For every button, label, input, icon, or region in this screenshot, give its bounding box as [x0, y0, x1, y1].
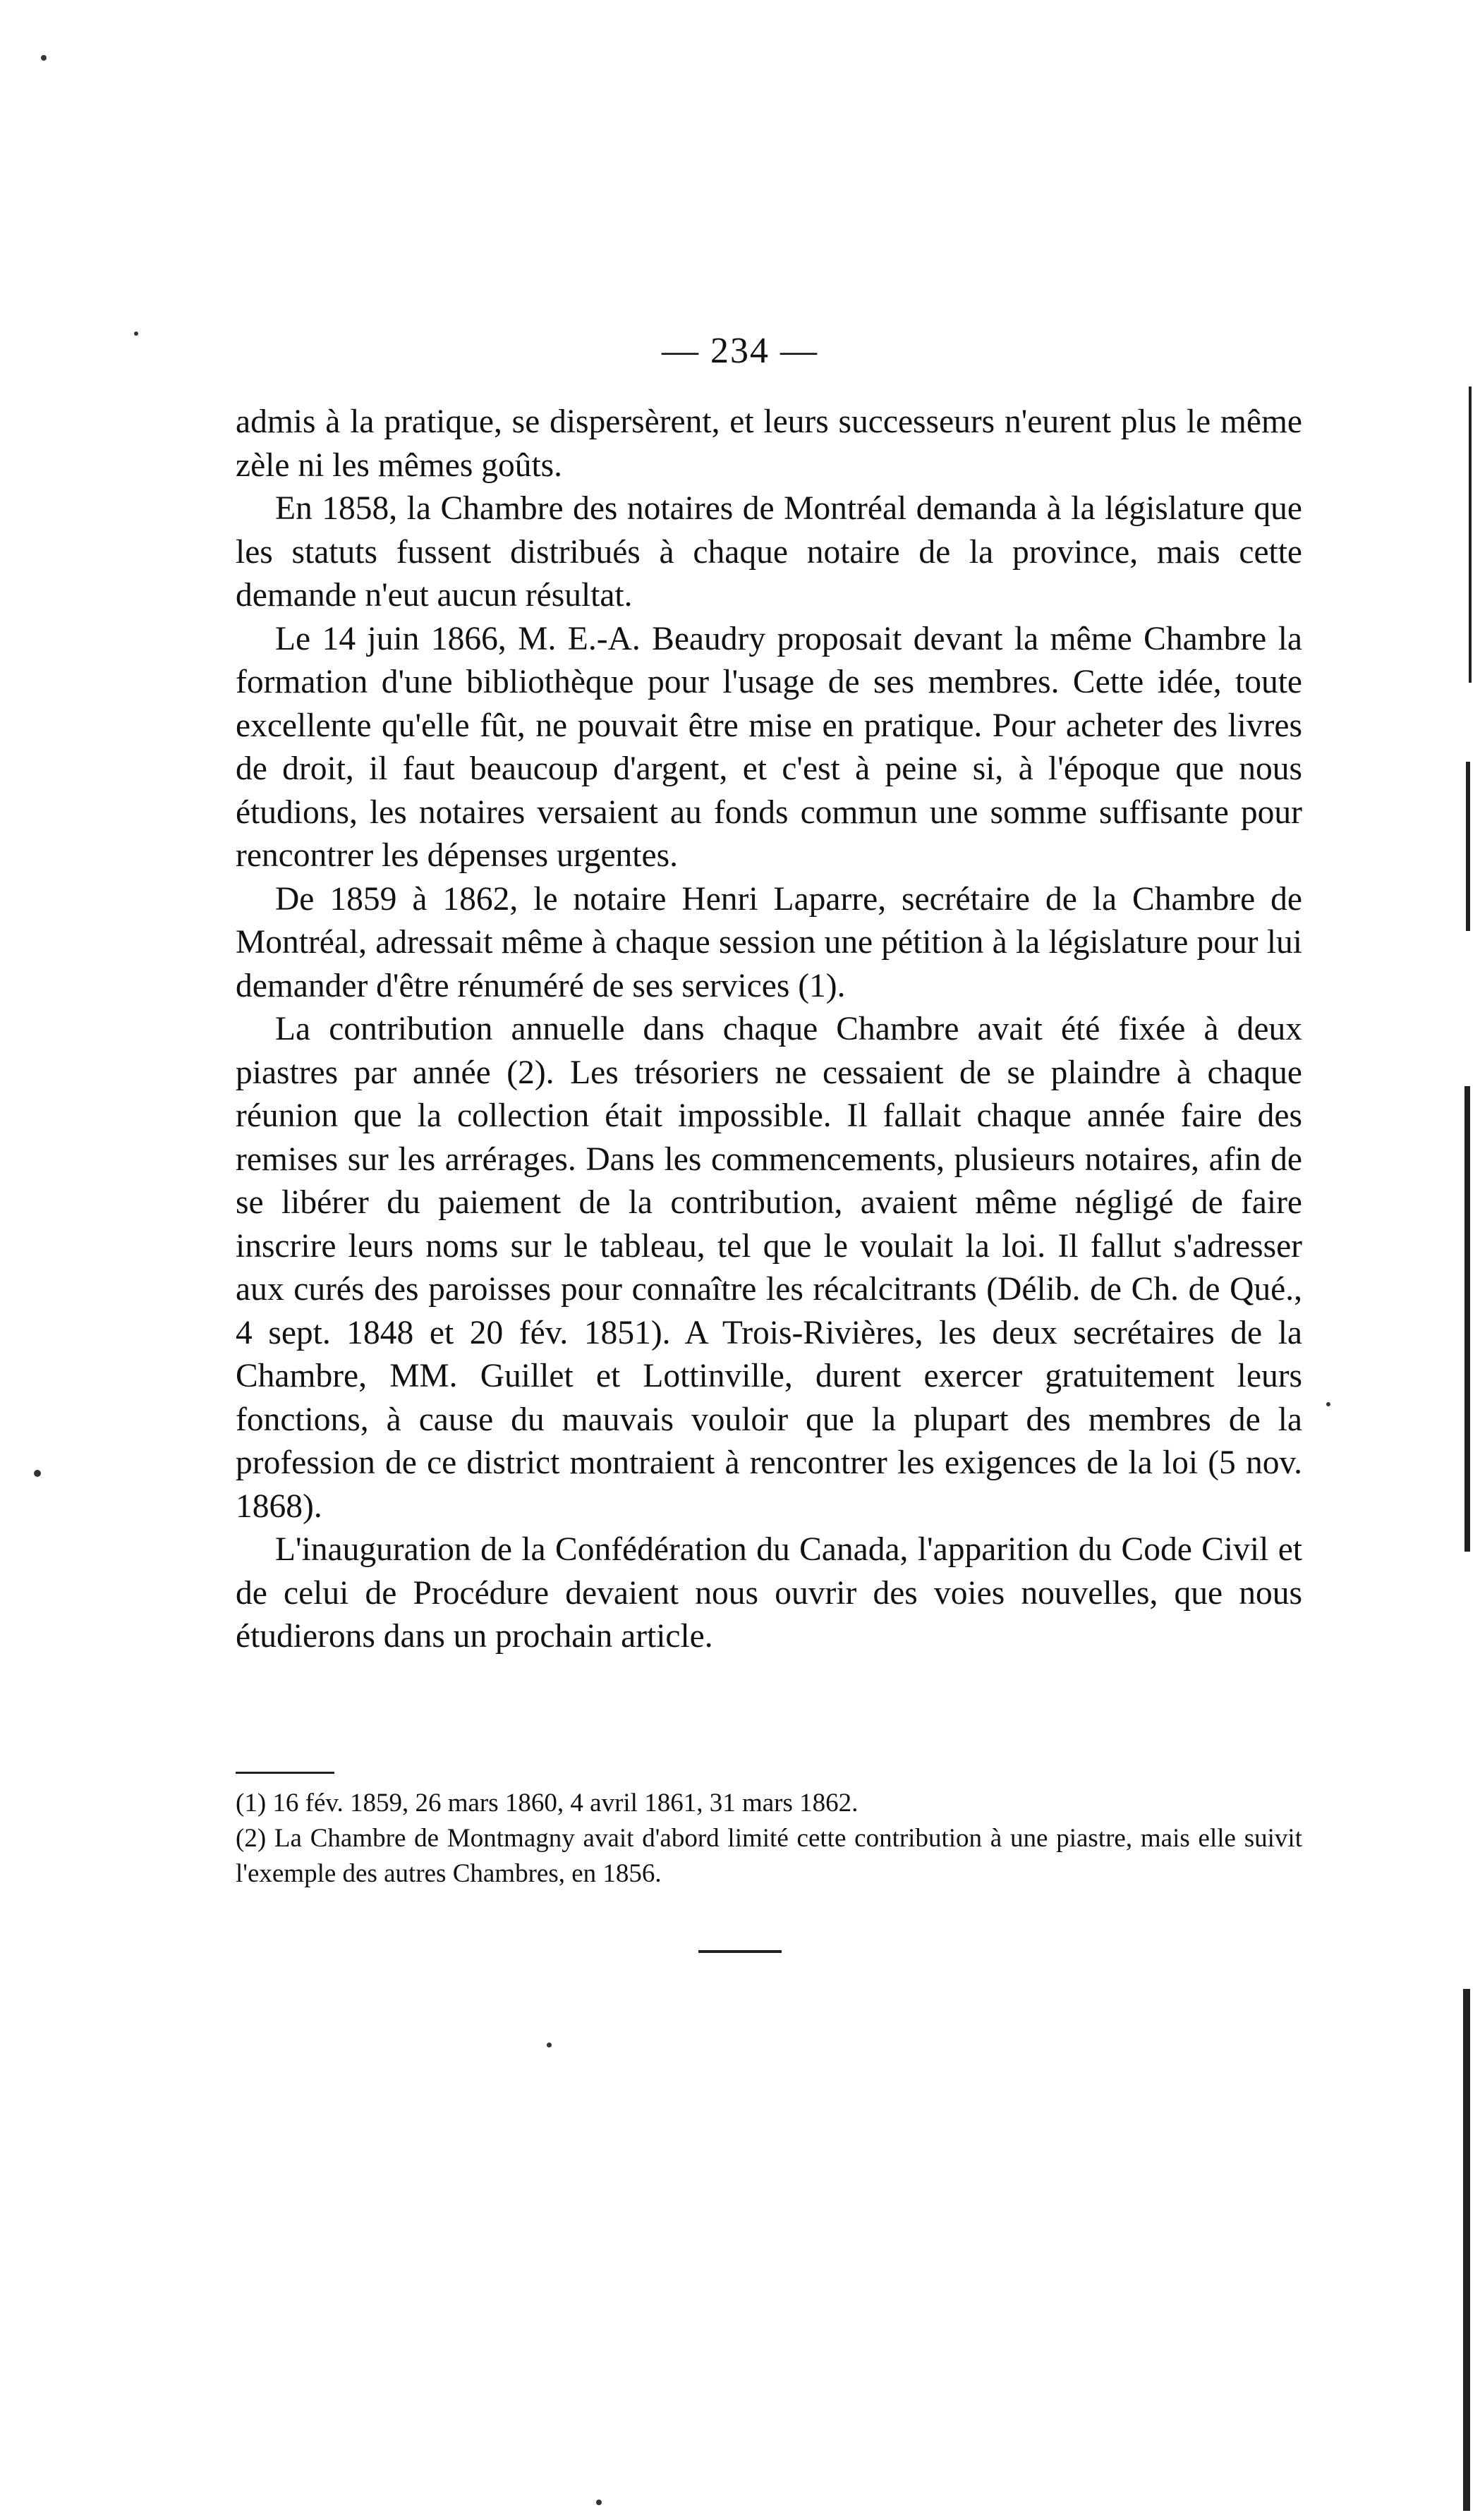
scan-speck: [41, 55, 47, 61]
scan-speck: [134, 331, 138, 336]
paragraph: L'inauguration de la Confédération du Canada, l'apparition du Code Civil et de celui de Procédure devaient nous ouvrir des voies nouvelles, que nous étudierons dans un prochain article.: [236, 1531, 1302, 1655]
body-text: [236, 401, 1302, 1659]
paragraph: admis à la pratique, se dispersèrent, et leurs successeurs n'eurent plus le même zèle ni les mêmes goûts.: [236, 403, 1302, 484]
scan-edge-mark: [1464, 1086, 1470, 1552]
footnote-separator: [236, 1772, 334, 1774]
paragraph: Le 14 juin 1866, M. E.-A. Beaudry proposait devant la même Chambre la formation d'une bibliothèque pour l'usage de ses membres. Cette idée, toute excellente qu'elle fût, ne pouvait être mise en pratique. Pour acheter des livres de droit, il faut beaucoup d'argent, et c'est à peine si, à l'époque que nous étudions, les notaires versaient au fonds commun une somme suffisante pour rencontrer les dépenses urgentes.: [236, 620, 1302, 874]
footnote: (2) La Chambre de Montmagny avait d'abord limité cette contribution à une piastre, mais elle suivit l'exemple des autres Chambres, en 1856.: [236, 1824, 1302, 1888]
scan-edge-mark: [1469, 386, 1472, 683]
scan-speck: [596, 2500, 602, 2505]
paragraph: La contribution annuelle dans chaque Chambre avait été fixée à deux piastres par année (2). Les trésoriers ne cessaient de se plaindre à chaque réunion que la collection était impossible. Il fallait chaque année faire des remises sur les arrérages. Dans les commencements, plusieurs notaires, afin de se libérer du paiement de la contribution, avaient même négligé de faire inscrire leurs noms sur le tableau, tel que le voulait la loi. Il fallut s'adresser aux curés des paroisses pour connaître les récalcitrants (Délib. de Ch. de Qué., 4 sept. 1848 et 20 fév. 1851). A Trois-Rivières, les deux secrétaires de la Chambre, MM. Guillet et Lottinville, durent exercer gratuitement leurs fonctions, à cause du mauvais vouloir que la plupart des membres de la profession de ce district montraient à rencontrer les exigences de la loi (5 nov. 1868).: [236, 1011, 1302, 1525]
page-number: — 234 —: [662, 331, 818, 371]
scan-speck: [34, 1470, 41, 1477]
scan-speck: [547, 2043, 552, 2047]
end-rule: [698, 1950, 782, 1953]
scan-edge-mark: [1466, 762, 1470, 931]
scan-edge-mark: [1463, 1989, 1470, 2511]
footnotes: [236, 1786, 1302, 1892]
scan-speck: [1326, 1402, 1330, 1406]
paragraph: De 1859 à 1862, le notaire Henri Laparre, secrétaire de la Chambre de Montréal, adressait même à chaque session une pétition à la législature pour lui demander d'être rénuméré de ses services (1).: [236, 880, 1302, 1004]
paragraph: En 1858, la Chambre des notaires de Montréal demanda à la législature que les statuts fussent distribués à chaque notaire de la province, mais cette demande n'eut aucun résultat.: [236, 490, 1302, 614]
footnote: (1) 16 fév. 1859, 26 mars 1860, 4 avril 1861, 31 mars 1862.: [236, 1789, 859, 1818]
